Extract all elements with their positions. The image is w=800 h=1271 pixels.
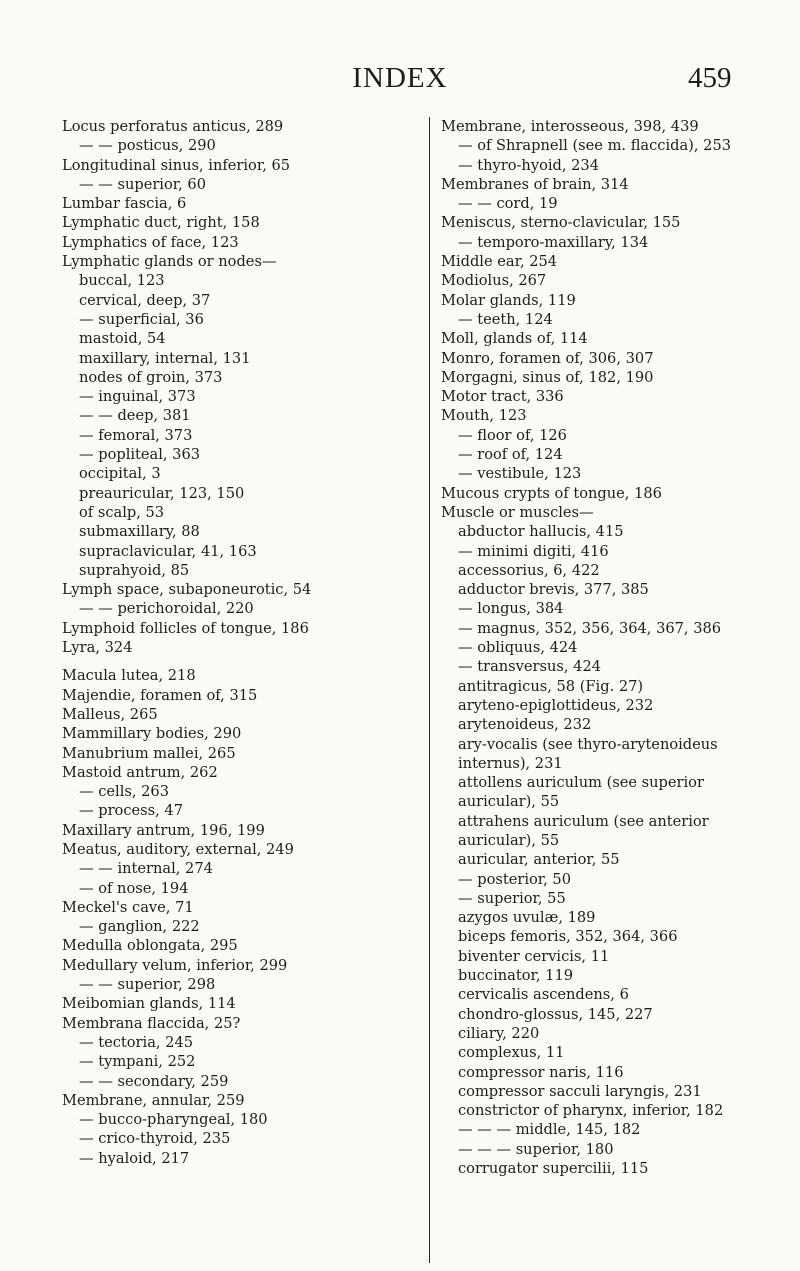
index-entry: — of Shrapnell (see m. flaccida), 253: [458, 137, 732, 155]
index-entry: constrictor of pharynx, inferior, 182: [458, 1102, 724, 1120]
index-entry: — floor of, 126: [458, 426, 567, 444]
index-entry: Lymphatic glands or nodes—: [62, 253, 277, 271]
index-entry: — — cord, 19: [458, 195, 558, 213]
index-entry: — of nose, 194: [79, 879, 189, 897]
column-divider: [429, 117, 430, 1263]
index-entry: — — posticus, 290: [79, 137, 216, 155]
index-entry: — teeth, 124: [458, 310, 553, 328]
index-entry: maxillary, internal, 131: [79, 349, 251, 367]
index-entry: occipital, 3: [79, 465, 161, 483]
index-entry: Molar glands, 119: [441, 291, 576, 309]
index-entry: — popliteal, 363: [79, 446, 201, 464]
index-entry: attollens auriculum (see superior: [458, 774, 704, 792]
index-entry: — tectoria, 245: [79, 1033, 194, 1051]
index-column-right: [441, 117, 793, 1178]
index-entry: — femoral, 373: [79, 426, 193, 444]
index-entry: Malleus, 265: [62, 705, 158, 723]
index-entry: Lyra, 324: [62, 639, 133, 657]
index-entry: chondro-glossus, 145, 227: [458, 1005, 653, 1023]
index-entry: ary-vocalis (see thyro-arytenoideus: [458, 735, 718, 753]
page-title: INDEX: [352, 62, 448, 94]
index-entry: supraclavicular, 41, 163: [79, 542, 257, 560]
index-column-left: [62, 117, 410, 1168]
index-entry: — superficial, 36: [79, 310, 204, 328]
index-entry: — — superior, 298: [79, 976, 216, 994]
index-entry: — process, 47: [79, 802, 183, 820]
index-entry: preauricular, 123, 150: [79, 484, 245, 502]
index-entry: Muscle or muscles—: [441, 503, 594, 521]
index-entry: Meibomian glands, 114: [62, 995, 236, 1013]
index-entry: Maxillary antrum, 196, 199: [62, 821, 265, 839]
index-entry: Morgagni, sinus of, 182, 190: [441, 368, 654, 386]
index-entry: Membranes of brain, 314: [441, 175, 629, 193]
index-entry: — roof of, 124: [458, 446, 563, 464]
index-entry: nodes of groin, 373: [79, 368, 223, 386]
index-entry: Longitudinal sinus, inferior, 65: [62, 156, 291, 174]
index-entry: — — secondary, 259: [79, 1072, 229, 1090]
index-entry: Membrana flaccida, 25?: [62, 1014, 241, 1032]
index-entry: Lymphatic duct, right, 158: [62, 214, 260, 232]
index-entry: internus), 231: [458, 754, 563, 772]
index-entry: compressor naris, 116: [458, 1063, 624, 1081]
index-entry: suprahyoid, 85: [79, 561, 190, 579]
index-entry: cervicalis ascendens, 6: [458, 986, 629, 1004]
index-entry: aryteno-epiglottideus, 232: [458, 696, 654, 714]
index-entry: — — internal, 274: [79, 860, 213, 878]
index-entry: — longus, 384: [458, 600, 564, 618]
index-entry: of scalp, 53: [79, 503, 165, 521]
index-entry: compressor sacculi laryngis, 231: [458, 1082, 702, 1100]
index-entry: — obliquus, 424: [458, 639, 578, 657]
index-entry: — — deep, 381: [79, 407, 191, 425]
index-entry: biventer cervicis, 11: [458, 947, 610, 965]
index-entry: — cells, 263: [79, 783, 169, 801]
index-entry: complexus, 11: [458, 1044, 565, 1062]
index-entry: Membrane, interosseous, 398, 439: [441, 118, 699, 135]
index-entry: accessorius, 6, 422: [458, 561, 600, 579]
index-entry: Mucous crypts of tongue, 186: [441, 484, 662, 502]
index-entry: auricular, anterior, 55: [458, 851, 620, 869]
index-entry: Medullary velum, inferior, 299: [62, 956, 288, 974]
index-entry: — crico-thyroid, 235: [79, 1130, 231, 1148]
index-entry: — transversus, 424: [458, 658, 602, 676]
index-entry: Modiolus, 267: [441, 272, 547, 290]
index-entry: Middle ear, 254: [441, 253, 558, 271]
index-entry: Mastoid antrum, 262: [62, 763, 218, 781]
index-entry: — bucco-pharyngeal, 180: [79, 1111, 268, 1129]
index-entry: — magnus, 352, 356, 364, 367, 386: [458, 619, 722, 637]
index-entry: abductor hallucis, 415: [458, 523, 624, 541]
index-entry: Lumbar fascia, 6: [62, 195, 187, 213]
index-entry: — superior, 55: [458, 889, 566, 907]
index-entry: Mammillary bodies, 290: [62, 725, 242, 743]
index-entry: — ganglion, 222: [79, 918, 200, 936]
index-entry: buccinator, 119: [458, 967, 574, 985]
index-entry: — vestibule, 123: [458, 465, 582, 483]
index-entry: Meckel's cave, 71: [62, 898, 194, 916]
index-entry: — temporo-maxillary, 134: [458, 233, 649, 251]
index-entry: antitragicus, 58 (Fig. 27): [458, 677, 644, 695]
index-entry: auricular), 55: [458, 831, 560, 849]
index-entry: auricular), 55: [458, 793, 560, 811]
index-entry: Manubrium mallei, 265: [62, 744, 236, 762]
page-number: 459: [688, 62, 732, 94]
index-entry: attrahens auriculum (see anterior: [458, 812, 709, 830]
index-entry: azygos uvulæ, 189: [458, 909, 596, 927]
index-entry: — tympani, 252: [79, 1053, 196, 1071]
index-entry: Lymphatics of face, 123: [62, 233, 239, 251]
index-entry: Locus perforatus anticus, 289: [62, 118, 284, 135]
index-entry: Monro, foramen of, 306, 307: [441, 349, 654, 367]
index-entry: adductor brevis, 377, 385: [458, 581, 649, 599]
index-entry: — — — superior, 180: [458, 1140, 614, 1158]
index-entry: — hyaloid, 217: [79, 1149, 190, 1167]
index-entry: buccal, 123: [79, 272, 165, 290]
index-entry: cervical, deep, 37: [79, 291, 211, 309]
index-entry: — inguinal, 373: [79, 388, 196, 406]
index-entry: submaxillary, 88: [79, 523, 200, 541]
index-entry: — — — middle, 145, 182: [458, 1121, 641, 1139]
index-entry: Lymphoid follicles of tongue, 186: [62, 619, 309, 637]
index-entry: Moll, glands of, 114: [441, 330, 588, 348]
index-entry: — posterior, 50: [458, 870, 572, 888]
index-entry: Medulla oblongata, 295: [62, 937, 238, 955]
index-entry: mastoid, 54: [79, 330, 166, 348]
index-entry: Majendie, foramen of, 315: [62, 686, 258, 704]
index-entry: — — superior, 60: [79, 175, 206, 193]
index-entry: arytenoideus, 232: [458, 716, 592, 734]
index-entry: Membrane, annular, 259: [62, 1091, 245, 1109]
index-entry: biceps femoris, 352, 364, 366: [458, 928, 678, 946]
index-entry: corrugator supercilii, 115: [458, 1160, 649, 1178]
index-entry: — minimi digiti, 416: [458, 542, 609, 560]
index-entry: Meatus, auditory, external, 249: [62, 840, 294, 858]
index-entry: Meniscus, sterno-clavicular, 155: [441, 214, 681, 232]
index-entry: ciliary, 220: [458, 1024, 540, 1042]
index-entry: Lymph space, subaponeurotic, 54: [62, 581, 312, 599]
index-entry: Macula lutea, 218: [62, 667, 196, 685]
index-entry: — thyro-hyoid, 234: [458, 156, 600, 174]
index-entry: Motor tract, 336: [441, 388, 564, 406]
index-entry: Mouth, 123: [441, 407, 527, 425]
index-entry: — — perichoroidal, 220: [79, 600, 254, 618]
